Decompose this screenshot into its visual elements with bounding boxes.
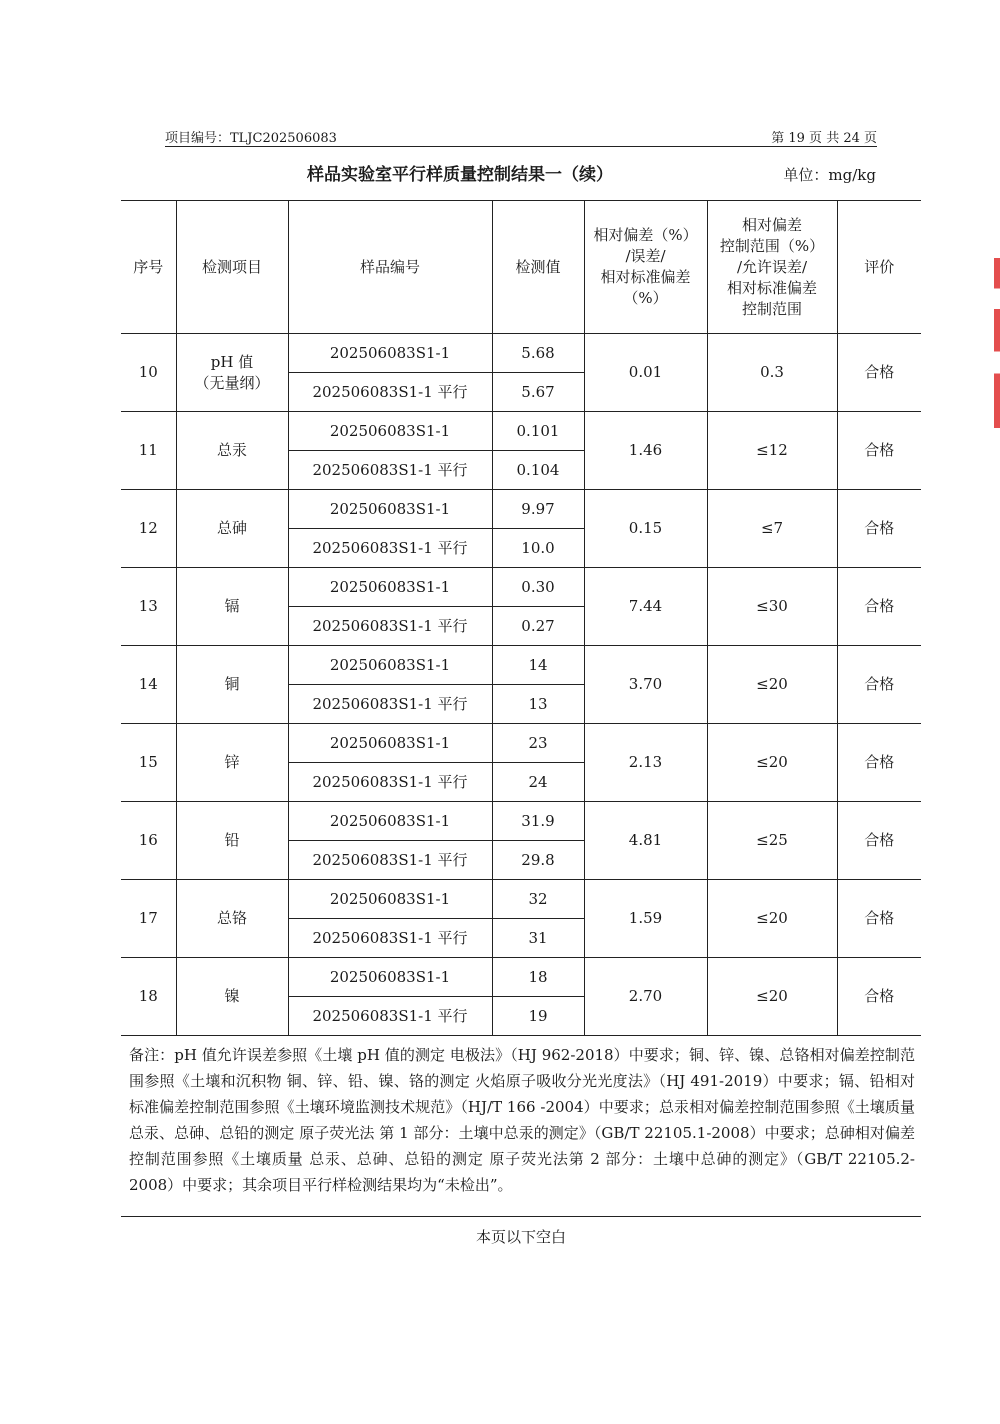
table-row <box>121 802 921 841</box>
edge-seal-mark <box>994 258 1000 428</box>
sample-cell: 202506083S1-1 <box>288 490 492 529</box>
item-line: 镉 <box>224 597 240 615</box>
value-cell: 32 <box>492 880 584 919</box>
table-row <box>121 490 921 529</box>
table-row <box>121 412 921 451</box>
eval-cell: 合格 <box>837 568 921 646</box>
value-cell: 0.101 <box>492 412 584 451</box>
sample-cell: 202506083S1-1 平行 <box>288 919 492 958</box>
item-cell <box>176 490 288 568</box>
value-cell: 10.0 <box>492 529 584 568</box>
range-cell: ≤20 <box>707 958 837 1036</box>
value-cell: 0.27 <box>492 607 584 646</box>
item-line: 铅 <box>224 831 240 849</box>
page-number: 第 19 页 共 24 页 <box>771 131 877 146</box>
table-note-row <box>121 1036 921 1217</box>
value-cell: 14 <box>492 646 584 685</box>
sample-cell: 202506083S1-1 <box>288 568 492 607</box>
item-cell <box>176 724 288 802</box>
eval-cell: 合格 <box>837 412 921 490</box>
sample-cell: 202506083S1-1 平行 <box>288 529 492 568</box>
item-cell <box>176 334 288 412</box>
deviation-cell: 1.59 <box>584 880 707 958</box>
deviation-cell: 1.46 <box>584 412 707 490</box>
value-cell: 13 <box>492 685 584 724</box>
eval-cell: 合格 <box>837 802 921 880</box>
sample-cell: 202506083S1-1 <box>288 412 492 451</box>
table-note: 备注：pH 值允许误差参照《土壤 pH 值的测定 电极法》（HJ 962-2018）中要求；铜、锌、镍、总铬相对偏差控制范围参照《土壤和沉积物 铜、锌、铅、镍、铬的测定 火焰原子吸收分光光度法》（HJ 491-2019）中要求；镉、铅相对标准偏差控制范围参照《土壤环境监测技术规范》（HJ/T 166 -2004）中要求；总汞相对偏差控制范围参照《土壤质量 总汞、总砷、总铅的测定 原子荧光法 第 1 部分：土壤中总汞的测定》（GB/T 22105.1-2008）中要求；总砷相对偏差控制范围参照《土壤质量 总汞、总砷、总铅的测定 原子荧光法第 2 部分：土壤中总砷的测定》（GB/T 22105.2-2008）中要求；其余项目平行样检测结果均为“未检出”。 <box>129 1046 915 1194</box>
range-cell: ≤7 <box>707 490 837 568</box>
value-cell: 23 <box>492 724 584 763</box>
col-deviation: 相对偏差（%） /误差/ 相对标准偏差 （%） <box>584 201 707 334</box>
seq-cell: 17 <box>121 880 176 958</box>
table-row <box>121 958 921 997</box>
item-cell <box>176 802 288 880</box>
table-header-row <box>121 201 921 334</box>
seq-cell: 18 <box>121 958 176 1036</box>
value-cell: 19 <box>492 997 584 1036</box>
value-cell: 24 <box>492 763 584 802</box>
item-cell <box>176 958 288 1036</box>
table-row <box>121 334 921 373</box>
item-line: pH 值 <box>210 352 254 371</box>
item-line: 镍 <box>224 987 240 1005</box>
eval-cell: 合格 <box>837 724 921 802</box>
seq-cell: 12 <box>121 490 176 568</box>
item-line: （无量纲） <box>194 373 270 392</box>
sample-cell: 202506083S1-1 平行 <box>288 685 492 724</box>
qc-table <box>121 200 921 1217</box>
value-cell: 31 <box>492 919 584 958</box>
col-eval: 评价 <box>837 201 921 334</box>
document-title: 样品实验室平行样质量控制结果一（续） <box>307 165 613 185</box>
sample-cell: 202506083S1-1 <box>288 724 492 763</box>
range-cell: ≤12 <box>707 412 837 490</box>
range-cell: ≤20 <box>707 646 837 724</box>
range-cell: ≤20 <box>707 880 837 958</box>
sample-cell: 202506083S1-1 平行 <box>288 373 492 412</box>
col-sample: 样品编号 <box>288 201 492 334</box>
sample-cell: 202506083S1-1 <box>288 646 492 685</box>
seq-cell: 14 <box>121 646 176 724</box>
project-number: 项目编号：TLJC202506083 <box>165 131 337 146</box>
eval-cell: 合格 <box>837 880 921 958</box>
page-footer-blank-note: 本页以下空白 <box>475 1228 566 1246</box>
col-item: 检测项目 <box>176 201 288 334</box>
sample-cell: 202506083S1-1 <box>288 958 492 997</box>
item-line: 总铬 <box>216 909 247 927</box>
value-cell: 18 <box>492 958 584 997</box>
value-cell: 29.8 <box>492 841 584 880</box>
deviation-cell: 3.70 <box>584 646 707 724</box>
deviation-cell: 0.15 <box>584 490 707 568</box>
value-cell: 5.67 <box>492 373 584 412</box>
item-line: 总砷 <box>216 519 247 537</box>
col-seq: 序号 <box>121 201 176 334</box>
value-cell: 31.9 <box>492 802 584 841</box>
range-cell: ≤30 <box>707 568 837 646</box>
seq-cell: 16 <box>121 802 176 880</box>
item-cell <box>176 880 288 958</box>
range-cell: 0.3 <box>707 334 837 412</box>
seq-cell: 10 <box>121 334 176 412</box>
seq-cell: 11 <box>121 412 176 490</box>
eval-cell: 合格 <box>837 646 921 724</box>
eval-cell: 合格 <box>837 958 921 1036</box>
sample-cell: 202506083S1-1 <box>288 334 492 373</box>
item-line: 锌 <box>224 753 240 771</box>
deviation-cell: 0.01 <box>584 334 707 412</box>
value-cell: 9.97 <box>492 490 584 529</box>
sample-cell: 202506083S1-1 <box>288 880 492 919</box>
seq-cell: 13 <box>121 568 176 646</box>
item-line: 总汞 <box>216 441 247 459</box>
item-cell <box>176 646 288 724</box>
range-cell: ≤20 <box>707 724 837 802</box>
range-cell: ≤25 <box>707 802 837 880</box>
eval-cell: 合格 <box>837 490 921 568</box>
deviation-cell: 2.13 <box>584 724 707 802</box>
table-row <box>121 646 921 685</box>
table-row <box>121 880 921 919</box>
item-cell <box>176 568 288 646</box>
sample-cell: 202506083S1-1 平行 <box>288 841 492 880</box>
eval-cell: 合格 <box>837 334 921 412</box>
deviation-cell: 4.81 <box>584 802 707 880</box>
table-row <box>121 724 921 763</box>
table-row <box>121 568 921 607</box>
value-cell: 5.68 <box>492 334 584 373</box>
sample-cell: 202506083S1-1 <box>288 802 492 841</box>
col-range: 相对偏差 控制范围（%） /允许误差/ 相对标准偏差 控制范围 <box>707 201 837 334</box>
sample-cell: 202506083S1-1 平行 <box>288 451 492 490</box>
unit-label: 单位：mg/kg <box>783 166 876 184</box>
table-note-cell <box>121 1036 921 1217</box>
seq-cell: 15 <box>121 724 176 802</box>
page-header <box>165 126 877 147</box>
sample-cell: 202506083S1-1 平行 <box>288 763 492 802</box>
value-cell: 0.30 <box>492 568 584 607</box>
item-line: 铜 <box>224 675 240 693</box>
deviation-cell: 2.70 <box>584 958 707 1036</box>
item-cell <box>176 412 288 490</box>
sample-cell: 202506083S1-1 平行 <box>288 997 492 1036</box>
sample-cell: 202506083S1-1 平行 <box>288 607 492 646</box>
deviation-cell: 7.44 <box>584 568 707 646</box>
col-value: 检测值 <box>492 201 584 334</box>
value-cell: 0.104 <box>492 451 584 490</box>
